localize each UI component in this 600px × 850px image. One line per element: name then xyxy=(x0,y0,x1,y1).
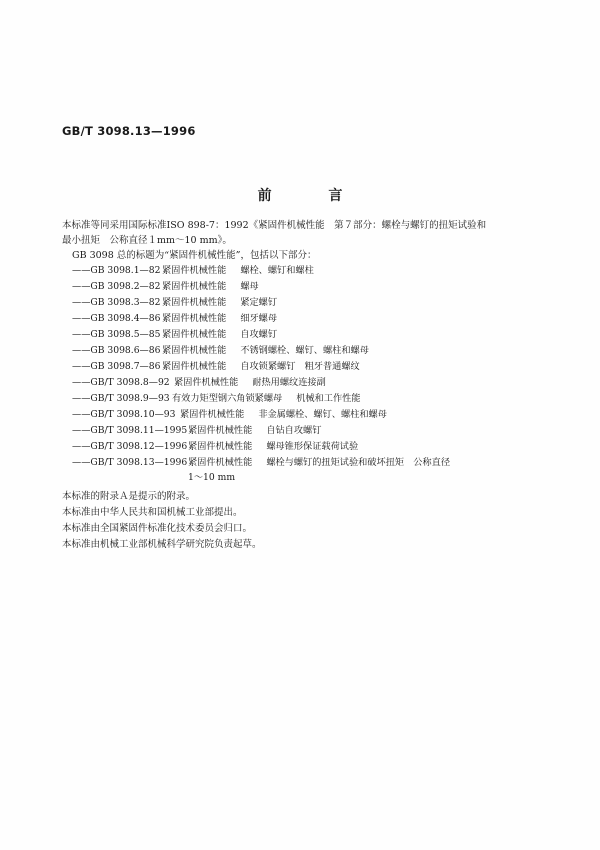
part-desc: 螺母 xyxy=(240,281,259,292)
part-code: ——GB 3098.3—82 xyxy=(72,297,161,308)
part-desc: 自攻螺钉 xyxy=(240,329,278,340)
part-name: 紧固件机械性能 xyxy=(174,377,239,388)
list-item xyxy=(72,265,314,277)
part-desc: 自钻自攻螺钉 xyxy=(266,425,322,436)
standard-code: GB/T 3098.13—1996 xyxy=(62,124,196,138)
part-name: 紧固件机械性能 xyxy=(162,297,227,308)
part-desc: 耐热用螺纹连接副 xyxy=(252,377,326,388)
part-name: 紧固件机械性能 xyxy=(162,313,227,324)
part-name: 紧固件机械性能 xyxy=(162,265,227,276)
list-item xyxy=(72,441,358,453)
closing-line: 本标准的附录Ａ是提示的附录。 xyxy=(62,491,196,502)
part-name: 紧固件机械性能 xyxy=(188,441,253,452)
part-code: ——GB 3098.7—86 xyxy=(72,361,161,372)
part-code: ——GB 3098.1—82 xyxy=(72,265,161,276)
part-desc: 螺栓、螺钉和螺柱 xyxy=(240,265,314,276)
list-item xyxy=(72,457,450,469)
part-code: ——GB 3098.6—86 xyxy=(72,345,161,356)
closing-line: 本标准由机械工业部机械科学研究院负责起草。 xyxy=(62,539,262,550)
series-intro: GB 3098 总的标题为“紧固件机械性能”，包括以下部分： xyxy=(72,250,317,261)
part-name: 紧固件机械性能 xyxy=(188,457,253,468)
list-item xyxy=(72,425,321,437)
part-desc: 机械和工作性能 xyxy=(296,393,361,404)
section-title: 前 言 xyxy=(257,188,369,204)
part-code: ——GB/T 3098.9—93 xyxy=(72,393,170,404)
list-item xyxy=(72,281,259,293)
list-item xyxy=(72,377,326,389)
part-name: 紧固件机械性能 xyxy=(162,361,227,372)
part-name: 紧固件机械性能 xyxy=(162,329,227,340)
part-name: 有效力矩型钢六角锁紧螺母 xyxy=(172,393,283,404)
closing-line: 本标准由中华人民共和国机械工业部提出。 xyxy=(62,507,243,518)
part-desc: 非金属螺栓、螺钉、螺柱和螺母 xyxy=(258,409,387,420)
part-name: 紧固件机械性能 xyxy=(188,425,253,436)
list-item xyxy=(72,329,277,341)
list-item xyxy=(72,345,369,357)
part-code: ——GB 3098.5—85 xyxy=(72,329,161,340)
part-desc: 紧定螺钉 xyxy=(240,297,278,308)
part-desc: 自攻锁紧螺钉 粗牙普通螺纹 xyxy=(240,361,360,372)
part-code: ——GB 3098.4—86 xyxy=(72,313,161,324)
part-name: 紧固件机械性能 xyxy=(162,281,227,292)
part-desc: 不锈钢螺栓、螺钉、螺柱和螺母 xyxy=(240,345,369,356)
list-item xyxy=(72,361,360,373)
part-code: ——GB/T 3098.8—92 xyxy=(72,377,170,388)
part-name: 紧固件机械性能 xyxy=(162,345,227,356)
list-item-continuation: 1～10 mm xyxy=(188,472,236,483)
part-code: ——GB/T 3098.12—1996 xyxy=(72,441,188,452)
intro-line-2: 最小扭矩 公称直径１mm～10 mm》。 xyxy=(62,235,232,246)
list-item xyxy=(72,313,277,325)
part-desc: 螺母锥形保证载荷试验 xyxy=(266,441,359,452)
part-desc: 细牙螺母 xyxy=(240,313,278,324)
intro-line-1: 本标准等同采用国际标准ISO 898-7：1992《紧固件机械性能 第７部分：螺栓与螺钉的扭矩试验和 xyxy=(62,220,487,231)
part-code: ——GB/T 3098.13—1996 xyxy=(72,457,188,468)
part-code: ——GB/T 3098.10—93 xyxy=(72,409,176,420)
list-item xyxy=(72,297,277,309)
part-name: 紧固件机械性能 xyxy=(180,409,245,420)
part-code: ——GB 3098.2—82 xyxy=(72,281,161,292)
list-item xyxy=(72,393,361,405)
part-code: ——GB/T 3098.11—1995 xyxy=(72,425,188,436)
closing-line: 本标准由全国紧固件标准化技术委员会归口。 xyxy=(62,523,253,534)
part-desc: 螺栓与螺钉的扭矩试验和破坏扭矩 公称直径 xyxy=(266,457,451,468)
list-item xyxy=(72,409,387,421)
